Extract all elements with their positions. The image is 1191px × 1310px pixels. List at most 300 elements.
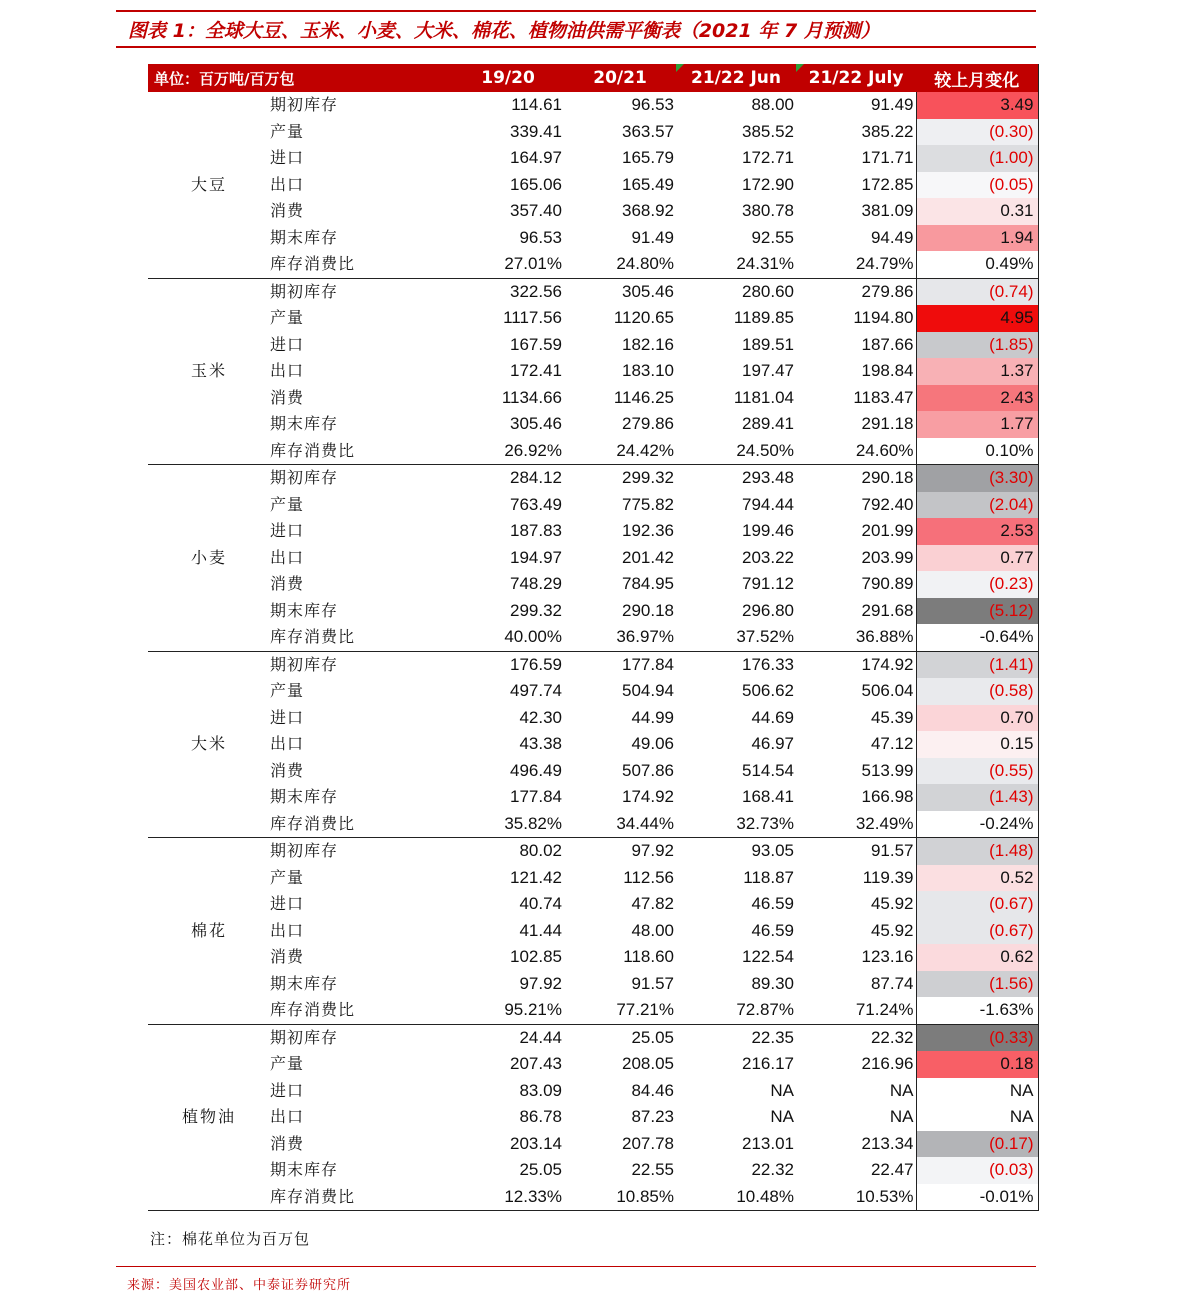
cell-2021: 177.84 (622, 654, 675, 674)
source-line: 来源：美国农业部、中泰证券研究所 (127, 1278, 352, 1293)
cell-2122-jun: 44.69 (751, 707, 795, 727)
cell-2122-jun: NA (770, 1080, 795, 1100)
bottom-rule (116, 1266, 1036, 1267)
cell-1920: 40.74 (519, 894, 563, 913)
cell-change: (0.05) (916, 172, 1038, 199)
cell-2122-jun: 289.41 (742, 414, 795, 433)
cell-2122-july: 45.92 (870, 920, 914, 940)
group-label: 大豆 (148, 92, 270, 278)
table-row (148, 784, 1038, 811)
cell-2122-july: 47.12 (870, 734, 914, 753)
cell-2122-july: 45.39 (870, 707, 914, 727)
cell-2122-jun: 794.44 (742, 494, 795, 514)
cell-change: (1.56) (916, 971, 1038, 998)
cell-2021: 507.86 (622, 760, 675, 780)
cell-2122-july: 291.18 (861, 414, 914, 433)
cell-1920: 83.09 (519, 1080, 563, 1100)
table-row (148, 1104, 1038, 1131)
group-label: 小麦 (148, 465, 270, 652)
cell-2021: 48.00 (631, 920, 675, 940)
row-item-label: 期初库存 (270, 841, 339, 860)
cell-2122-july: 381.09 (861, 201, 914, 220)
cell-2122-jun: 203.22 (742, 547, 795, 567)
cell-2122-july: 123.16 (861, 947, 914, 966)
table-row (148, 492, 1038, 519)
cell-2122-july: 24.60% (796, 438, 916, 465)
table-row (148, 758, 1038, 785)
table-row (148, 225, 1038, 252)
row-item-label: 出口 (270, 361, 305, 380)
cell-2021: 25.05 (631, 1027, 675, 1047)
cell-2021: 47.82 (631, 894, 675, 913)
cell-2122-jun: 37.52% (676, 624, 796, 651)
cell-2021: 182.16 (622, 334, 675, 354)
cell-2021: 299.32 (622, 468, 675, 487)
cell-1920: 41.44 (519, 920, 563, 940)
cell-1920: 357.40 (510, 201, 563, 220)
cell-1920: 95.21% (452, 997, 564, 1024)
row-item-label: 库存消费比 (270, 997, 452, 1024)
row-item-label: 期末库存 (270, 227, 339, 247)
cell-1920: 172.41 (510, 361, 563, 380)
cell-1920: 114.61 (511, 95, 563, 114)
cell-2122-jun: 46.59 (751, 894, 795, 913)
header-col-2021: 20/21 (564, 64, 676, 92)
cell-change: (2.04) (916, 492, 1038, 519)
cell-1920: 97.92 (519, 973, 563, 993)
cell-2122-jun: 1189.85 (733, 308, 795, 327)
table-row (148, 624, 1038, 651)
cell-1920: 203.14 (510, 1133, 563, 1153)
row-item-label: 库存消费比 (270, 1184, 452, 1211)
cell-2122-jun: NA (770, 1107, 795, 1126)
row-item-label: 进口 (270, 334, 305, 354)
row-item-label: 消费 (270, 574, 305, 593)
cell-2122-july: NA (889, 1107, 914, 1126)
cell-1920: 121.42 (510, 867, 563, 887)
row-item-label: 出口 (270, 920, 305, 940)
row-item-label: 出口 (270, 734, 305, 753)
cell-2122-july: 1194.80 (853, 308, 914, 327)
table-row (148, 571, 1038, 598)
row-item-label: 库存消费比 (270, 251, 452, 278)
table-row (148, 119, 1038, 146)
row-item-label: 期初库存 (270, 654, 339, 674)
cell-change: (0.67) (916, 891, 1038, 918)
cell-1920: 763.49 (510, 494, 563, 514)
cell-change: (0.30) (916, 119, 1038, 146)
flag-marker (676, 64, 684, 72)
cell-2122-jun: 22.32 (751, 1160, 795, 1179)
title-underline (116, 46, 1036, 48)
cell-2021: 77.21% (564, 997, 676, 1024)
cell-2021: 165.79 (622, 148, 675, 167)
table-row (148, 865, 1038, 892)
row-item-label: 进口 (270, 148, 305, 167)
cell-change: 0.15 (916, 731, 1038, 758)
cell-2021: 24.80% (564, 251, 676, 278)
cell-change: (0.17) (916, 1131, 1038, 1158)
cell-change: (0.74) (916, 278, 1038, 305)
cell-2021: 91.57 (631, 973, 675, 993)
cell-2021: 279.86 (622, 414, 675, 433)
cell-1920: 40.00% (452, 624, 564, 651)
cell-2021: 775.82 (622, 494, 675, 514)
cell-2122-july: 71.24% (796, 997, 916, 1024)
cell-2122-jun: 93.05 (751, 841, 795, 860)
row-item-label: 期初库存 (270, 468, 339, 487)
group-label: 大米 (148, 651, 270, 838)
cell-2021: 305.46 (622, 281, 675, 301)
cell-change: 1.37 (916, 358, 1038, 385)
cell-2021: 96.53 (631, 95, 675, 114)
table-row (148, 198, 1038, 225)
cell-change: (0.33) (916, 1024, 1038, 1051)
cell-2122-july: 1183.47 (853, 387, 914, 407)
cell-change: (0.03) (916, 1157, 1038, 1184)
group-label: 植物油 (148, 1024, 270, 1211)
row-item-label: 库存消费比 (270, 624, 452, 651)
table-row (148, 545, 1038, 572)
cell-1920: 80.02 (519, 841, 563, 860)
cell-2122-jun: 380.78 (742, 201, 795, 220)
table-row (148, 838, 1038, 865)
row-item-label: 消费 (270, 947, 305, 966)
cell-2021: 91.49 (631, 227, 675, 247)
cell-1920: 26.92% (452, 438, 564, 465)
cell-2021: 201.42 (622, 547, 675, 567)
cell-change: -0.01% (916, 1184, 1038, 1211)
cell-2122-jun: 168.41 (742, 787, 795, 806)
cell-2021: 165.49 (622, 174, 675, 194)
table-row (148, 944, 1038, 971)
cell-change: (0.55) (916, 758, 1038, 785)
cell-2122-jun: 24.50% (676, 438, 796, 465)
cell-1920: 305.46 (510, 414, 563, 433)
table-row (148, 358, 1038, 385)
cell-2122-jun: 216.17 (742, 1054, 795, 1073)
cell-2021: 368.92 (622, 201, 675, 220)
table-row (148, 251, 1038, 278)
table-row (148, 465, 1038, 492)
row-item-label: 进口 (270, 707, 305, 727)
cell-2021: 363.57 (622, 121, 675, 141)
table-row (148, 278, 1038, 305)
table-row (148, 971, 1038, 998)
cell-2122-jun: 189.51 (742, 334, 795, 354)
cell-2021: 112.56 (623, 867, 675, 887)
cell-2122-july: 45.92 (870, 894, 914, 913)
cell-2021: 1120.65 (613, 308, 675, 327)
cell-1920: 96.53 (519, 227, 563, 247)
cell-2122-july: 166.98 (861, 787, 914, 806)
header-col-1920: 19/20 (452, 64, 564, 92)
cell-1920: 165.06 (510, 174, 563, 194)
cell-2122-july: 216.96 (861, 1054, 914, 1073)
cell-2122-july: 32.49% (796, 811, 916, 838)
row-item-label: 期末库存 (270, 414, 339, 433)
cell-change: 2.43 (916, 385, 1038, 412)
cell-2122-july: 36.88% (796, 624, 916, 651)
row-item-label: 期初库存 (270, 95, 339, 114)
cell-change: (0.23) (916, 571, 1038, 598)
cell-2021: 10.85% (564, 1184, 676, 1211)
cell-2021: 118.60 (623, 947, 675, 966)
cell-change: (1.48) (916, 838, 1038, 865)
cell-2122-july: 279.86 (861, 281, 914, 301)
cell-2122-july: 94.49 (870, 227, 914, 247)
row-item-label: 期末库存 (270, 973, 339, 993)
cell-2122-july: 203.99 (861, 547, 914, 567)
cell-change: 0.77 (916, 545, 1038, 572)
balance-table-container (148, 64, 1034, 1211)
cell-change: 1.94 (916, 225, 1038, 252)
row-item-label: 进口 (270, 521, 305, 540)
cell-2122-jun: 280.60 (742, 281, 795, 301)
cell-2122-jun: 176.33 (742, 654, 795, 674)
cell-2122-jun: 197.47 (742, 361, 795, 380)
cell-2122-july: 171.71 (861, 148, 914, 167)
cell-2122-july: NA (889, 1080, 914, 1100)
cell-change: 0.52 (916, 865, 1038, 892)
row-item-label: 期末库存 (270, 600, 339, 620)
cell-2021: 1146.25 (613, 387, 675, 407)
cell-2122-july: 172.85 (861, 174, 914, 194)
cell-1920: 25.05 (519, 1160, 563, 1179)
cell-2122-july: 174.92 (861, 654, 914, 674)
row-item-label: 产量 (270, 867, 305, 887)
cell-change: (0.58) (916, 678, 1038, 705)
cell-2122-jun: 92.55 (751, 227, 795, 247)
cell-2122-july: 187.66 (861, 334, 914, 354)
cell-2021: 192.36 (622, 521, 675, 540)
cell-change: NA (916, 1104, 1038, 1131)
table-row (148, 411, 1038, 438)
row-item-label: 产量 (270, 681, 305, 700)
cell-1920: 187.83 (510, 521, 563, 540)
table-row (148, 811, 1038, 838)
cell-2021: 36.97% (564, 624, 676, 651)
header-col-2122-jun (676, 64, 796, 92)
cell-2021: 22.55 (631, 1160, 675, 1179)
cell-2122-july: 506.04 (861, 681, 914, 700)
table-row (148, 651, 1038, 678)
table-body (148, 92, 1038, 1211)
cell-change: (1.85) (916, 332, 1038, 359)
cell-1920: 177.84 (510, 787, 563, 806)
cell-2122-jun: 172.71 (742, 148, 795, 167)
cell-2021: 784.95 (622, 574, 675, 593)
table-row (148, 997, 1038, 1024)
cell-2122-jun: 506.62 (742, 681, 795, 700)
cell-2021: 49.06 (631, 734, 675, 753)
row-item-label: 产量 (270, 121, 305, 141)
table-row (148, 518, 1038, 545)
row-item-label: 期末库存 (270, 787, 339, 806)
cell-1920: 194.97 (510, 547, 563, 567)
cell-2122-jun: 293.48 (742, 468, 795, 487)
cell-2122-jun: 296.80 (742, 600, 795, 620)
table-row (148, 385, 1038, 412)
cell-2021: 87.23 (631, 1107, 675, 1126)
cell-2021: 290.18 (622, 600, 675, 620)
table-row (148, 1078, 1038, 1105)
cell-2122-july: 119.39 (862, 867, 914, 887)
header-col-2122-july-label: 21/22 July (808, 68, 904, 88)
cell-2021: 97.92 (631, 841, 675, 860)
cell-change: (1.43) (916, 784, 1038, 811)
cell-2122-jun: 213.01 (742, 1133, 795, 1153)
table-row (148, 1184, 1038, 1211)
cell-2122-july: 201.99 (861, 521, 914, 540)
cell-2122-july: 198.84 (861, 361, 914, 380)
cell-2021: 208.05 (622, 1054, 675, 1073)
cell-2122-july: 385.22 (861, 121, 914, 141)
cell-1920: 322.56 (510, 281, 563, 301)
cell-2122-jun: 172.90 (742, 174, 795, 194)
row-item-label: 产量 (270, 308, 305, 327)
cell-2122-jun: 89.30 (751, 973, 795, 993)
cell-2021: 183.10 (622, 361, 675, 380)
cell-2122-jun: 385.52 (742, 121, 795, 141)
cell-change: 0.18 (916, 1051, 1038, 1078)
cell-change: 1.77 (916, 411, 1038, 438)
cell-2021: 84.46 (631, 1080, 675, 1100)
cell-1920: 43.38 (519, 734, 563, 753)
row-item-label: 消费 (270, 201, 305, 220)
cell-2122-july: 513.99 (861, 760, 914, 780)
cell-change: -0.24% (916, 811, 1038, 838)
table-row (148, 598, 1038, 625)
group-label: 玉米 (148, 278, 270, 465)
header-unit: 单位：百万吨/百万包 (148, 64, 452, 92)
cell-2122-july: 91.57 (870, 841, 914, 860)
row-item-label: 产量 (270, 494, 305, 514)
cell-2122-july: 290.18 (861, 468, 914, 487)
cell-2021: 44.99 (631, 707, 675, 727)
table-row (148, 1051, 1038, 1078)
row-item-label: 进口 (270, 894, 305, 913)
cell-1920: 748.29 (510, 574, 563, 593)
cell-1920: 86.78 (519, 1107, 563, 1126)
cell-2021: 24.42% (564, 438, 676, 465)
cell-2122-jun: 1181.04 (733, 387, 795, 407)
cell-2122-july: 792.40 (861, 494, 914, 514)
cell-change: -1.63% (916, 997, 1038, 1024)
cell-1920: 496.49 (510, 760, 563, 780)
cell-2021: 207.78 (622, 1133, 675, 1153)
row-item-label: 库存消费比 (270, 438, 452, 465)
cell-change: 4.95 (916, 305, 1038, 332)
table-note: 注：棉花单位为百万包 (150, 1230, 311, 1248)
cell-2122-july: 291.68 (861, 600, 914, 620)
row-item-label: 期末库存 (270, 1160, 339, 1179)
cell-1920: 12.33% (452, 1184, 564, 1211)
table-row (148, 145, 1038, 172)
table-row (148, 705, 1038, 732)
header-col-2122-jun-label: 21/22 Jun (691, 68, 781, 88)
cell-1920: 42.30 (519, 707, 563, 727)
cell-2021: 34.44% (564, 811, 676, 838)
cell-change: 0.62 (916, 944, 1038, 971)
row-item-label: 出口 (270, 174, 305, 194)
cell-change: 0.31 (916, 198, 1038, 225)
row-item-label: 期初库存 (270, 281, 339, 301)
row-item-label: 库存消费比 (270, 811, 452, 838)
header-row (148, 64, 1038, 92)
cell-2122-jun: 32.73% (676, 811, 796, 838)
cell-change: NA (916, 1078, 1038, 1105)
cell-change: -0.64% (916, 624, 1038, 651)
header-col-2122-july (796, 64, 916, 92)
row-item-label: 期初库存 (270, 1027, 339, 1047)
cell-2122-jun: 514.54 (742, 760, 795, 780)
row-item-label: 产量 (270, 1054, 305, 1073)
cell-2122-jun: 46.59 (751, 920, 795, 940)
table-row (148, 1131, 1038, 1158)
table-row (148, 918, 1038, 945)
cell-2122-jun: 88.00 (751, 95, 795, 114)
cell-1920: 102.85 (510, 947, 563, 966)
cell-1920: 1134.66 (501, 387, 563, 407)
cell-2122-jun: 791.12 (742, 574, 795, 593)
table-row (148, 731, 1038, 758)
balance-table (148, 64, 1039, 1211)
cell-2122-jun: 118.87 (743, 867, 795, 887)
row-item-label: 消费 (270, 1133, 305, 1153)
cell-2122-july: 24.79% (796, 251, 916, 278)
cell-1920: 27.01% (452, 251, 564, 278)
cell-2021: 504.94 (622, 681, 675, 700)
cell-1920: 176.59 (510, 654, 563, 674)
cell-1920: 167.59 (510, 334, 563, 354)
cell-change: (3.30) (916, 465, 1038, 492)
cell-2122-jun: 72.87% (676, 997, 796, 1024)
cell-2122-july: 10.53% (796, 1184, 916, 1211)
cell-2122-july: 790.89 (861, 574, 914, 593)
cell-2122-july: 22.32 (870, 1027, 914, 1047)
cell-1920: 299.32 (510, 600, 563, 620)
cell-1920: 497.74 (510, 681, 563, 700)
cell-1920: 24.44 (519, 1027, 563, 1047)
cell-2122-july: 22.47 (870, 1160, 914, 1179)
row-item-label: 出口 (270, 547, 305, 567)
row-item-label: 进口 (270, 1080, 305, 1100)
row-item-label: 出口 (270, 1107, 305, 1126)
cell-change: (0.67) (916, 918, 1038, 945)
header-col-change: 较上月变化 (916, 64, 1038, 92)
cell-change: 2.53 (916, 518, 1038, 545)
cell-change: 3.49 (916, 92, 1038, 119)
table-row (148, 305, 1038, 332)
table-row (148, 332, 1038, 359)
cell-1920: 1117.56 (503, 308, 563, 327)
cell-2122-july: 213.34 (861, 1133, 914, 1153)
table-row (148, 92, 1038, 119)
cell-change: 0.10% (916, 438, 1038, 465)
cell-1920: 339.41 (510, 121, 563, 141)
cell-change: (1.00) (916, 145, 1038, 172)
cell-1920: 164.97 (510, 148, 563, 167)
cell-2021: 174.92 (622, 787, 675, 806)
cell-2122-july: 91.49 (870, 95, 914, 114)
row-item-label: 消费 (270, 387, 305, 407)
cell-2122-jun: 10.48% (676, 1184, 796, 1211)
table-row (148, 891, 1038, 918)
cell-2122-jun: 46.97 (751, 734, 795, 753)
cell-change: 0.49% (916, 251, 1038, 278)
group-label: 棉花 (148, 838, 270, 1025)
